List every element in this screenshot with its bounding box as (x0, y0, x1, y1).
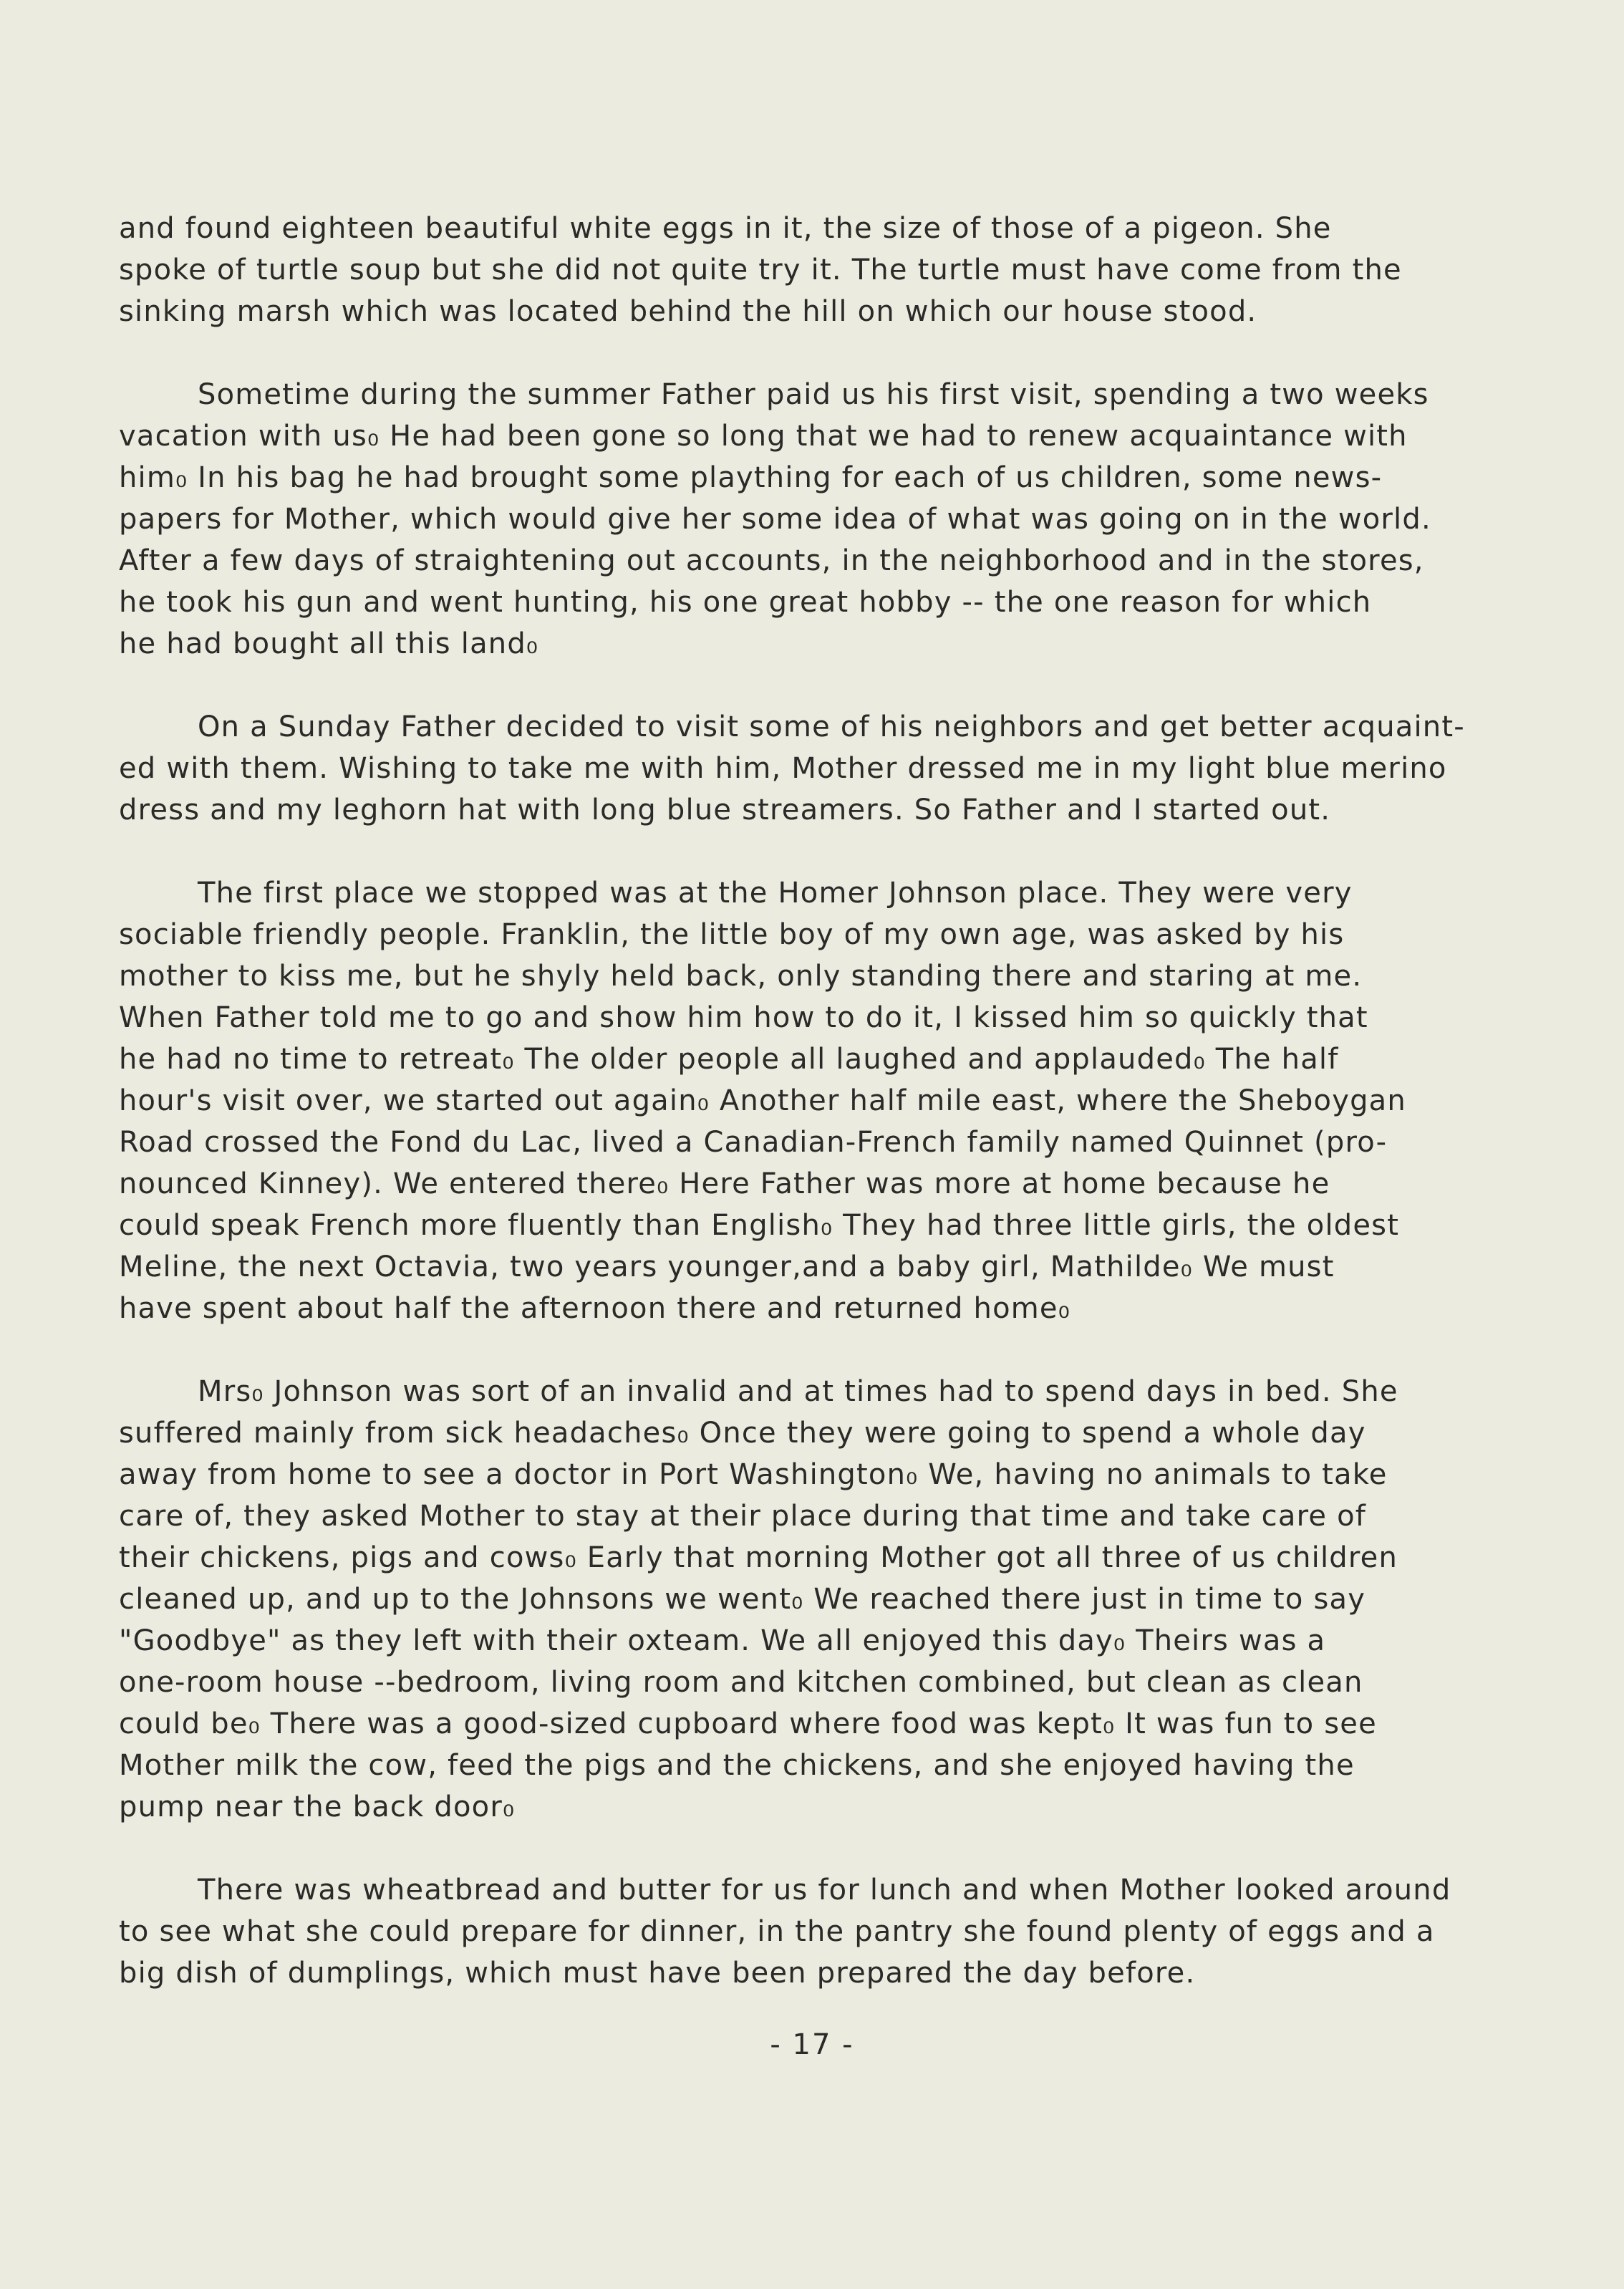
paragraph (119, 706, 1515, 831)
text-line: pump near the back door₀ (119, 1791, 516, 1823)
text-line: have spent about half the afternoon there and returned home₀ (119, 1292, 1070, 1325)
text-line: mother to kiss me, but he shyly held back, only standing there and staring at me. (119, 960, 1363, 993)
text-line: care of, they asked Mother to stay at their place during that time and take care of (119, 1500, 1367, 1533)
text-line: he had bought all this land₀ (119, 627, 539, 660)
text-line: nounced Kinney). We entered there₀ Here Father was more at home because he (119, 1167, 1330, 1200)
text-line: one-room house --bedroom, living room and kitchen combined, but clean as clean (119, 1666, 1363, 1699)
text-line: big dish of dumplings, which must have been prepared the day before. (119, 1957, 1196, 1990)
text-line: vacation with us₀ He had been gone so long that we had to renew acquaintance with (119, 420, 1408, 453)
text-line: Meline, the next Octavia, two years younger,and a baby girl, Mathilde₀ We must (119, 1250, 1335, 1283)
text-line: Mrs₀ Johnson was sort of an invalid and at times had to spend days in bed. She (198, 1375, 1398, 1408)
text-line: Road crossed the Fond du Lac, lived a Canadian-French family named Quinnet (pro- (119, 1126, 1388, 1159)
paragraph (119, 1371, 1515, 1828)
text-line: spoke of turtle soup but she did not quite try it. The turtle must have come from the (119, 254, 1402, 286)
text-line: Mother milk the cow, feed the pigs and the chickens, and she enjoyed having the (119, 1749, 1355, 1782)
text-line: away from home to see a doctor in Port Washington₀ We, having no animals to take (119, 1458, 1388, 1491)
text-line: After a few days of straightening out accounts, in the neighborhood and in the stores, (119, 544, 1424, 577)
page-number: - 17 - (770, 2028, 854, 2061)
text-line: their chickens, pigs and cows₀ Early that morning Mother got all three of us children (119, 1541, 1398, 1574)
text-line: Sometime during the summer Father paid us his first visit, spending a two weeks (198, 378, 1429, 411)
text-line: ed with them. Wishing to take me with him, Mother dressed me in my light blue merino (119, 752, 1447, 785)
text-line: There was wheatbread and butter for us for lunch and when Mother looked around (198, 1874, 1451, 1907)
text-line: could be₀ There was a good-sized cupboard where food was kept₀ It was fun to see (119, 1707, 1377, 1740)
text-line: could speak French more fluently than English₀ They had three little girls, the oldest (119, 1209, 1400, 1242)
text-line: When Father told me to go and show him how to do it, I kissed him so quickly that (119, 1001, 1368, 1034)
text-line: "Goodbye" as they left with their oxteam. We all enjoyed this day₀ Theirs was a (119, 1624, 1326, 1657)
text-line: cleaned up, and up to the Johnsons we went₀ We reached there just in time to say (119, 1583, 1366, 1616)
paragraph (119, 208, 1515, 332)
paragraph (119, 374, 1515, 665)
text-line: he had no time to retreat₀ The older people all laughed and applauded₀ The half (119, 1043, 1339, 1076)
text-line: him₀ In his bag he had brought some plaything for each of us children, some news- (119, 461, 1383, 494)
paragraph (119, 1869, 1515, 1994)
paragraph (119, 872, 1515, 1329)
text-line: sinking marsh which was located behind the hill on which our house stood. (119, 295, 1257, 328)
body-text (119, 208, 1515, 2035)
text-line: On a Sunday Father decided to visit some of his neighbors and get better acquaint- (198, 710, 1465, 743)
text-line: and found eighteen beautiful white eggs in it, the size of those of a pigeon. She (119, 212, 1332, 245)
text-line: hour's visit over, we started out again₀ Another half mile east, where the Sheboygan (119, 1084, 1406, 1117)
text-line: suffered mainly from sick headaches₀ Once they were going to spend a whole day (119, 1417, 1366, 1450)
text-line: sociable friendly people. Franklin, the little boy of my own age, was asked by his (119, 918, 1345, 951)
text-line: papers for Mother, which would give her some idea of what was going on in the world. (119, 503, 1431, 536)
text-line: dress and my leghorn hat with long blue streamers. So Father and I started out. (119, 794, 1331, 827)
text-line: he took his gun and went hunting, his one great hobby -- the one reason for which (119, 586, 1372, 619)
text-line: The first place we stopped was at the Homer Johnson place. They were very (198, 877, 1353, 910)
text-line: to see what she could prepare for dinner, in the pantry she found plenty of eggs and a (119, 1915, 1435, 1948)
